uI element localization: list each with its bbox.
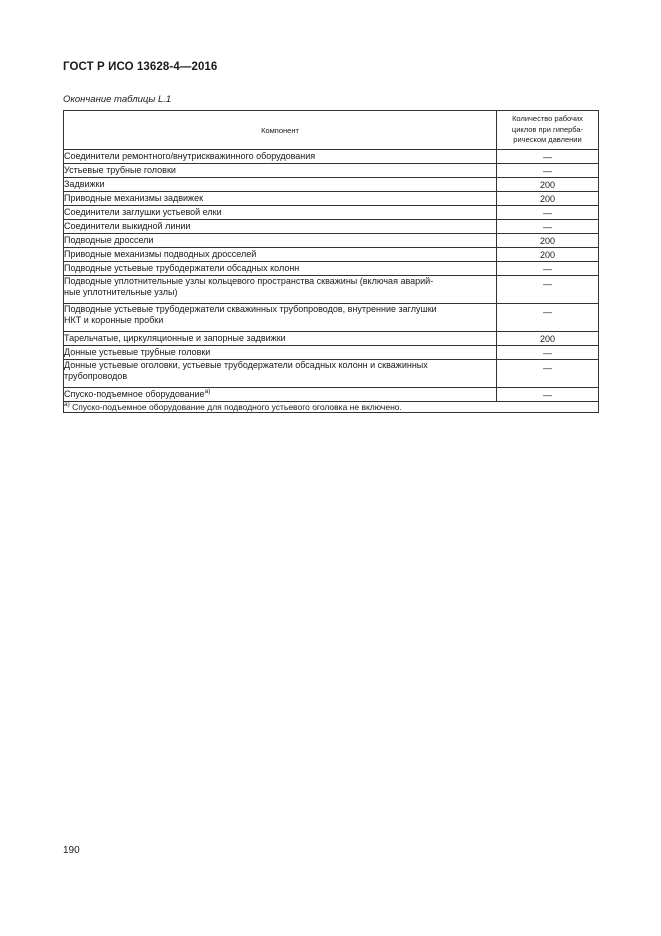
cycles-cell: — (497, 262, 599, 276)
header-cycles-line: рическом давлении (513, 135, 582, 145)
table-row (64, 248, 599, 262)
component-cell: Приводные механизмы задвижек (64, 192, 497, 206)
footnote-ref: а) (204, 388, 211, 395)
footnote-text: Спуско-подъемное оборудование для подводного устьевого оголовка не включено. (69, 402, 402, 412)
component-cell (64, 360, 497, 388)
header-cycles-line: Количество рабочих (512, 114, 583, 124)
component-cell: Соединители заглушки устьевой елки (64, 206, 497, 220)
component-line: Подводные уплотнительные узлы кольцевого пространства скважины (включая аварий- (64, 276, 434, 286)
cycles-cell: 200 (497, 192, 599, 206)
component-cell: Тарельчатые, циркуляционные и запорные задвижки (64, 332, 497, 346)
table-caption: Окончание таблицы L.1 (63, 94, 172, 105)
cycles-cell: — (497, 220, 599, 234)
table-row (64, 150, 599, 164)
component-cell: Подводные дроссели (64, 234, 497, 248)
cycles-cell: — (497, 360, 599, 388)
table-row (64, 220, 599, 234)
component-cell: Задвижки (64, 178, 497, 192)
components-table (63, 110, 599, 413)
component-line: трубопроводов (64, 371, 128, 381)
cycles-cell: 200 (497, 332, 599, 346)
component-cell: Устьевые трубные головки (64, 164, 497, 178)
cycles-cell: 200 (497, 178, 599, 192)
table-row (64, 388, 599, 402)
component-text: Спуско-подъемное оборудование (64, 389, 205, 399)
table-row (64, 360, 599, 388)
cycles-cell: — (497, 388, 599, 402)
cycles-cell: — (497, 150, 599, 164)
page-number: 190 (63, 845, 80, 856)
component-cell (64, 304, 497, 332)
component-cell (64, 276, 497, 304)
cycles-cell: — (497, 304, 599, 332)
header-cycles-line: циклов при гиперба- (511, 124, 584, 134)
table-footnote (64, 402, 599, 413)
component-line: НКТ и коронные пробки (64, 315, 164, 325)
table-row (64, 262, 599, 276)
cycles-cell: — (497, 164, 599, 178)
component-cell: Донные устьевые трубные головки (64, 346, 497, 360)
cycles-cell: — (497, 346, 599, 360)
component-cell: Соединители ремонтного/внутрискважинного оборудования (64, 150, 497, 164)
cycles-cell: 200 (497, 234, 599, 248)
table-row (64, 178, 599, 192)
table-row (64, 276, 599, 304)
table-row (64, 346, 599, 360)
cycles-cell: — (497, 276, 599, 304)
footnote-row (64, 402, 599, 413)
document-header: ГОСТ Р ИСО 13628-4—2016 (63, 61, 218, 73)
cycles-cell: — (497, 206, 599, 220)
component-line: ные уплотнительные узлы) (64, 287, 178, 297)
table-row (64, 332, 599, 346)
component-cell: Подводные устьевые трубодержатели обсадных колонн (64, 262, 497, 276)
component-cell: Соединители выкидной линии (64, 220, 497, 234)
component-line: Подводные устьевые трубодержатели скважинных трубопроводов, внутренние заглушки (64, 304, 437, 314)
header-cycles (497, 111, 599, 150)
table-row (64, 164, 599, 178)
component-line: Донные устьевые оголовки, устьевые трубодержатели обсадных колонн и скважинных (64, 360, 428, 370)
table-row (64, 192, 599, 206)
component-cell (64, 388, 497, 402)
header-component: Компонент (64, 111, 497, 150)
table-row (64, 304, 599, 332)
footnote-mark: а) (64, 401, 70, 408)
table-row (64, 234, 599, 248)
cycles-cell: 200 (497, 248, 599, 262)
table-row (64, 206, 599, 220)
component-cell: Приводные механизмы подводных дросселей (64, 248, 497, 262)
